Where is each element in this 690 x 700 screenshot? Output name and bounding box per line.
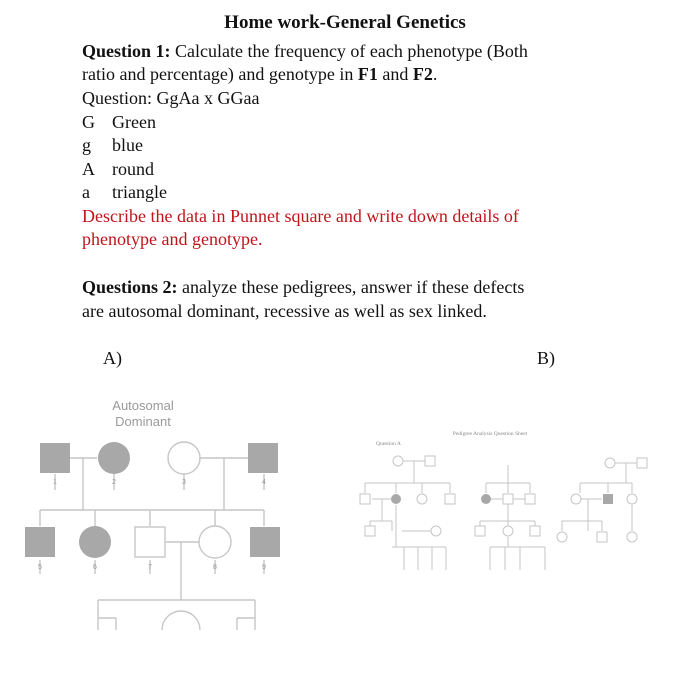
gene-row-g: [82, 134, 143, 156]
number-8: 8: [213, 564, 217, 571]
q2-line1: [82, 276, 524, 298]
pedigree-a: [0, 390, 330, 640]
ped-b-male: [597, 532, 607, 542]
q1-line1: [82, 40, 528, 62]
gene-trait: triangle: [112, 182, 167, 202]
individual-7-male: [135, 527, 165, 557]
page-title: Home work-General Genetics: [224, 12, 466, 33]
q1-label: Question 1:: [82, 41, 171, 61]
ped-b-female: [627, 532, 637, 542]
q1-instruction-2: phenotype and genotype.: [82, 229, 263, 249]
caption-dominant: Dominant: [115, 414, 171, 429]
individual-3-female: [168, 442, 200, 474]
pedigree-b-lines: [365, 461, 637, 570]
ped-b-male: [360, 494, 370, 504]
and-text: and: [377, 64, 413, 84]
gene-row-A: [82, 158, 154, 180]
individual-6-affected-female: [79, 526, 111, 558]
individual-8-female: [199, 526, 231, 558]
q1-line2: [82, 63, 437, 85]
individual-9-affected-male: [250, 527, 280, 557]
q2-label: Questions 2:: [82, 277, 178, 297]
pedigree-b: [340, 425, 660, 585]
pedigree-b-label: B): [537, 348, 555, 368]
ped-b-male: [637, 458, 647, 468]
individual-5-affected-male: [25, 527, 55, 557]
ped-b-female: [417, 494, 427, 504]
pedigree-a-label: A): [103, 348, 122, 368]
ped-b-affected-female: [391, 494, 401, 504]
ped-b-affected-male: [603, 494, 613, 504]
number-7: 7: [148, 564, 152, 571]
gene-symbol: g: [82, 135, 91, 155]
ped-b-male: [503, 494, 513, 504]
gene-trait: round: [112, 159, 154, 179]
f2-label: F2: [412, 64, 433, 84]
ped-b-female: [557, 532, 567, 542]
ped-b-male: [475, 526, 485, 536]
ped-b-male: [445, 494, 455, 504]
gene-row-G: [82, 111, 156, 133]
number-3: 3: [182, 479, 186, 486]
ped-b-affected-female: [481, 494, 491, 504]
ped-b-male: [525, 494, 535, 504]
individual-1-affected-male: [40, 443, 70, 473]
ped-b-female: [571, 494, 581, 504]
gene-trait: Green: [112, 112, 156, 132]
q1-cross: Question: GgAa x GGaa: [82, 88, 260, 108]
ped-b-male: [365, 526, 375, 536]
individual-2-affected-female: [98, 442, 130, 474]
gene-symbol: A: [82, 159, 95, 179]
ped-b-male: [530, 526, 540, 536]
individual-4-affected-male: [248, 443, 278, 473]
gene-symbol: a: [82, 182, 90, 202]
period: .: [432, 64, 438, 84]
q2-line2: are autosomal dominant, recessive as well as sex linked.: [82, 301, 487, 321]
number-5: 5: [38, 564, 42, 571]
number-6: 6: [93, 564, 97, 571]
ped-b-female: [393, 456, 403, 466]
pedigree-b-individuals: [360, 456, 647, 542]
q1-instruction-1: Describe the data in Punnet square and write down details of: [82, 206, 519, 226]
ped-b-female: [627, 494, 637, 504]
caption-autosomal: Autosomal: [112, 398, 174, 413]
number-4: 4: [262, 479, 266, 486]
ped-b-female: [503, 526, 513, 536]
q1-text2: ratio and percentage) and genotype in: [82, 64, 358, 84]
number-2: 2: [112, 479, 116, 486]
f1-label: F1: [357, 64, 378, 84]
pedigree-question-label: Question A: [376, 441, 401, 447]
number-1: 1: [53, 479, 57, 486]
pedigree-sheet-title: Pedigree Analysis Question Sheet: [452, 431, 528, 437]
q1-text1: Calculate the frequency of each phenotype (Both: [170, 41, 528, 61]
ped-b-female: [431, 526, 441, 536]
ped-b-male: [425, 456, 435, 466]
gene-trait: blue: [112, 135, 143, 155]
gene-row-a: [82, 181, 167, 203]
q2-text1: analyze these pedigrees, answer if these defects: [177, 277, 525, 297]
ped-b-female: [605, 458, 615, 468]
gene-symbol: G: [82, 112, 95, 132]
number-9: 9: [262, 564, 266, 571]
